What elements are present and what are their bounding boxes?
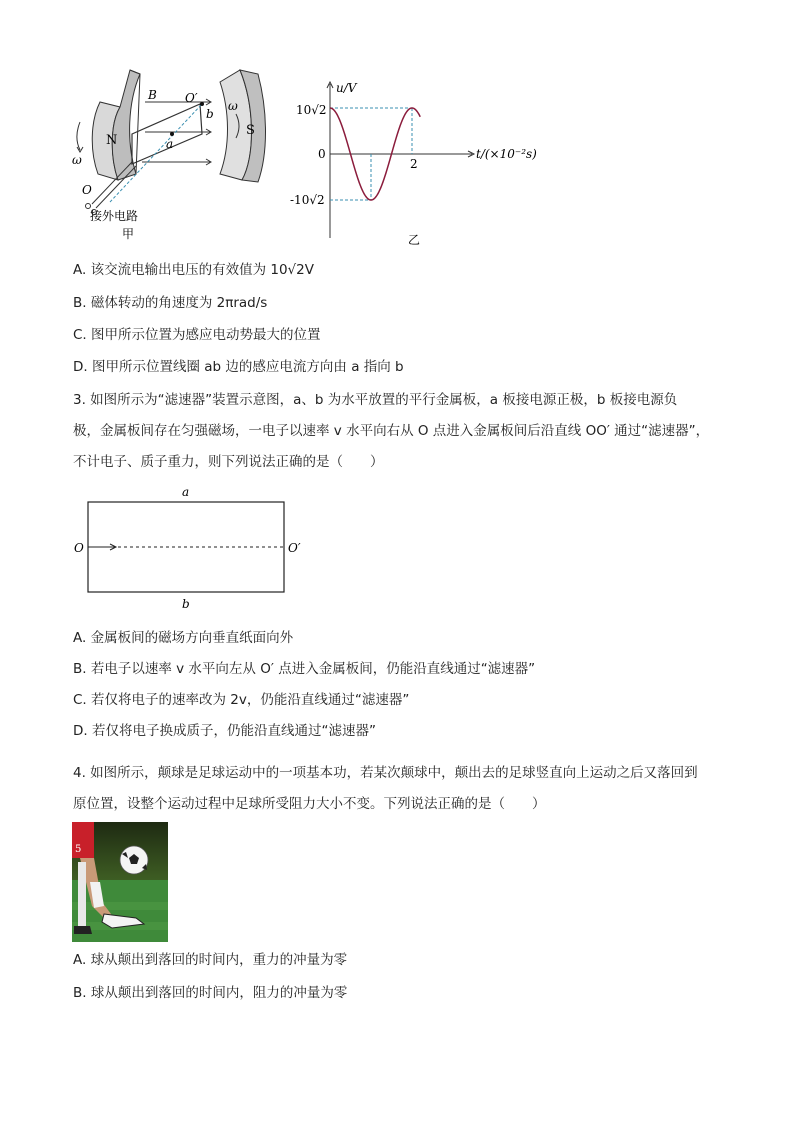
label-n: N [106, 133, 118, 148]
q4-option-b: B. 球从颠出到落回的时间内，阻力的冲量为零 [73, 985, 348, 1001]
y-tick-zero: 0 [318, 147, 326, 161]
q3-option-b: B. 若电子以速率 v 水平向左从 O′ 点进入金属板间，仍能沿直线通过“滤速器” [73, 661, 536, 677]
figure-jia-caption: 甲 [122, 227, 135, 241]
label-a: a [166, 137, 174, 151]
q2-option-b: B. 磁体转动的角速度为 2πrad/s [73, 295, 268, 311]
y-tick-top: 10√2 [296, 103, 327, 117]
q4-stem-line2: 原位置，设整个运动过程中足球所受阻力大小不变。下列说法正确的是（ ） [73, 796, 546, 812]
point-o-prime-label: O′ [288, 541, 301, 555]
plate-b-label: b [182, 597, 190, 611]
point-o-label: O [74, 541, 84, 555]
plate-a-label: a [182, 485, 190, 499]
y-tick-bottom: -10√2 [290, 193, 325, 207]
x-tick-2: 2 [410, 157, 418, 171]
q2-option-c: C. 图甲所示位置为感应电动势最大的位置 [73, 327, 321, 343]
q3-stem-line3: 不计电子、质子重力，则下列说法正确的是（ ） [73, 454, 384, 470]
label-omega-right: ω [228, 99, 238, 113]
circuit-caption: 接外电路 [90, 209, 139, 223]
label-omega-left: ω [72, 153, 82, 167]
q3-option-d: D. 若仅将电子换成质子，仍能沿直线通过“滤速器” [73, 723, 376, 739]
label-s: S [246, 123, 255, 138]
label-o-prime: O′ [185, 91, 198, 105]
q3-option-c: C. 若仅将电子的速率改为 2v，仍能沿直线通过“滤速器” [73, 692, 410, 708]
q3-option-a: A. 金属板间的磁场方向垂直纸面向外 [73, 630, 294, 646]
svg-text:5: 5 [75, 844, 82, 855]
q2-option-d: D. 图甲所示位置线圈 ab 边的感应电流方向由 a 指向 b [73, 359, 404, 375]
label-b: b [206, 107, 214, 121]
q2-option-a: A. 该交流电输出电压的有效值为 10√2V [73, 262, 314, 278]
q3-stem-line1: 3. 如图所示为“滤速器”装置示意图，a、b 为水平放置的平行金属板，a 板接电源正极，b 板接电源负 [73, 392, 678, 408]
q3-stem-line2: 极，金属板间存在匀强磁场，一电子以速率 v 水平向右从 O 点进入金属板间后沿直线 OO′ 通过“滤速器”， [73, 423, 710, 439]
velocity-filter-figure [70, 484, 310, 614]
label-b-field: B [148, 88, 157, 102]
figure-yi-caption: 乙 [408, 233, 421, 247]
voltage-time-chart [290, 78, 540, 248]
coil [132, 104, 202, 164]
label-o: O [82, 183, 92, 197]
x-axis-label: t/(×10⁻²s) [476, 147, 537, 161]
generator-figure [70, 62, 290, 242]
y-axis-label: u/V [336, 81, 357, 95]
football-photo [72, 822, 168, 942]
q4-stem-line1: 4. 如图所示，颠球是足球运动中的一项基本功，若某次颠球中，颠出去的足球竖直向上运动之后又落回到 [73, 765, 698, 781]
q4-option-a: A. 球从颠出到落回的时间内，重力的冲量为零 [73, 952, 348, 968]
